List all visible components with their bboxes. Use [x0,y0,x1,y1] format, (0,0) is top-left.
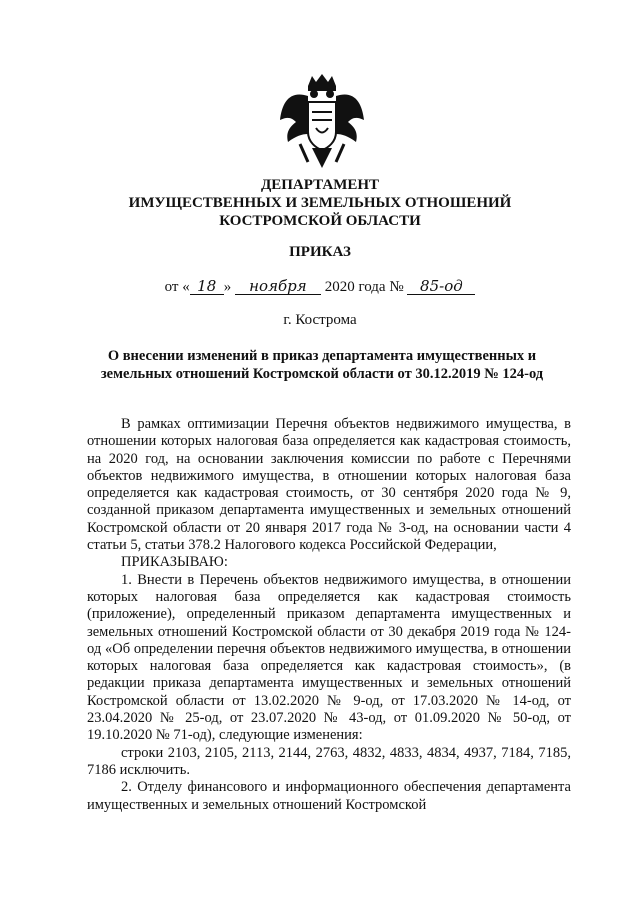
handwritten-day: 18 [190,278,224,295]
handwritten-month: ноября [235,278,321,295]
paragraph-order-word: ПРИКАЗЫВАЮ: [121,554,228,571]
header-line-2: ИМУЩЕСТВЕННЫХ И ЗЕМЕЛЬНЫХ ОТНОШЕНИЙ [128,195,512,211]
city-label: г. Кострома [283,312,357,328]
order-body [87,416,571,814]
coat-of-arms-emblem [278,72,366,172]
order-date-number-line [0,278,640,296]
order-title: ПРИКАЗ [289,244,351,260]
header-line-1: ДЕПАРТАМЕНТ [260,177,380,193]
paragraph-preamble: В рамках оптимизации Перечня объектов недвижимого имущества, в отношении которых налоговая база определяется как кадастровая стоимость, на 2020 год, на основании заключения комиссии по работе с Перечнями объектов недвижимого имущества, в отношении которых налоговая база определяется как кадастровая стоимость, от 30 сентября 2020 года № 9, созданной приказом департамента имущественных и земельных отношений Костромской области от 20 января 2017 года № 3-од, на основании части 4 статьи 5, статьи 378.2 Налогового кодекса Российской Федерации, [87,416,571,554]
handwritten-order-number: 85-од [407,278,475,295]
order-year-label: 2020 года № [324,279,404,295]
order-subject: О внесении изменений в приказ департамента имущественных и земельных отношений Костромской области от 30.12.2019 № 124-од [100,348,544,382]
order-prefix: от « [164,279,190,295]
paragraph-item-1: 1. Внести в Перечень объектов недвижимого имущества, в отношении которых налоговая база определяется как кадастровая стоимость (приложение), определенный приказом департамента имущественных и земельных отношений Костромской области от 30 декабря 2019 года № 124-од «Об определении перечня объектов недвижимого имущества, в отношении которых налоговая база определяется как кадастровая стоимость», (в редакции приказа департамента имущественных и земельных отношений Костромской области от 13.02.2020 № 9-од, от 17.03.2020 № 14-од, от 23.04.2020 № 25-од, от 23.07.2020 № 43-од, от 01.09.2020 № 50-од, от 19.10.2020 № 71-од), следующие изменения: [87,571,571,744]
paragraph-rows-excluded: строки 2103, 2105, 2113, 2144, 2763, 4832, 4833, 4834, 4937, 7184, 7185, 7186 исключить. [87,744,571,778]
order-quote-close: » [223,279,232,295]
header-line-3: КОСТРОМСКОЙ ОБЛАСТИ [219,213,421,229]
department-header [100,176,540,230]
paragraph-item-2: 2. Отделу финансового и информационного обеспечения департамента имущественных и земельных отношений Костромской [87,779,571,813]
